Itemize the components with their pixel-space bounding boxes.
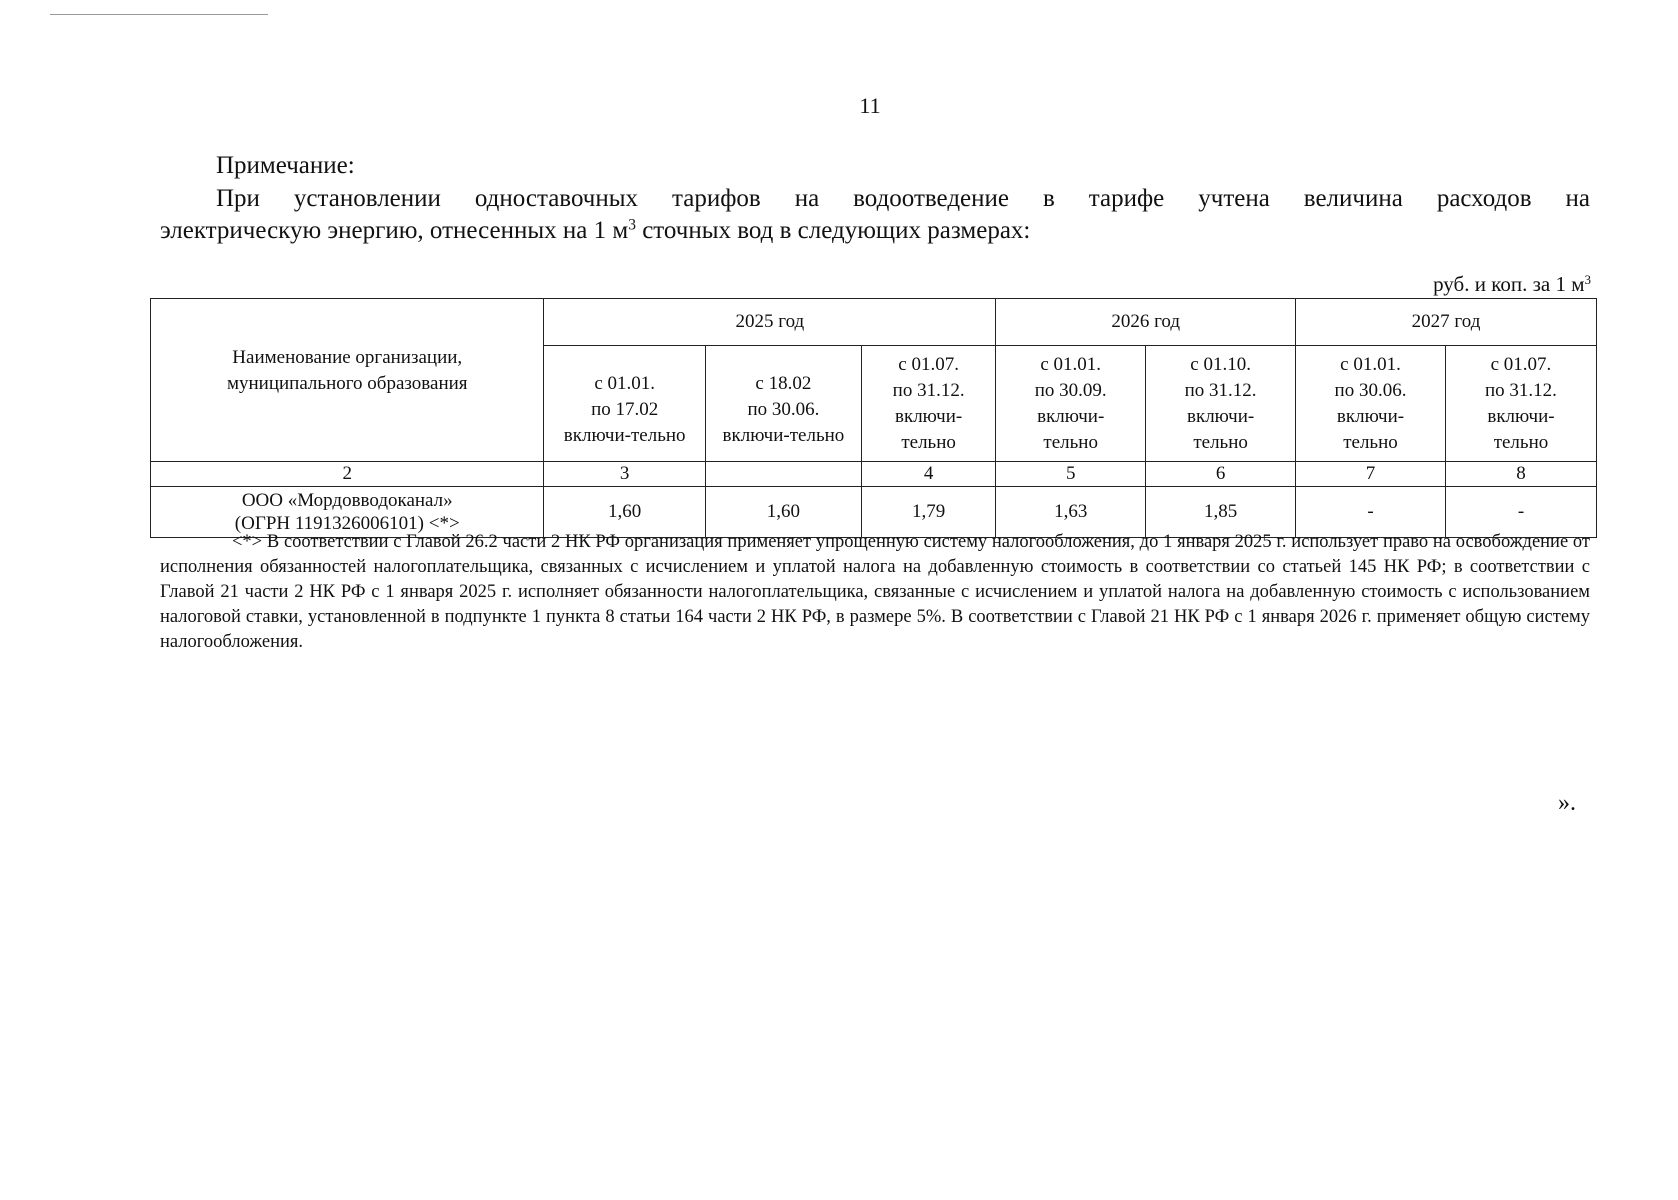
org-header-cell — [151, 299, 544, 462]
org-ogrn: (ОГРН 1191326006101) <*> — [234, 513, 460, 534]
org-header-line-2: муниципального образования — [226, 373, 468, 394]
period-line: тельно — [1193, 431, 1248, 453]
tariff-value: 1,79 — [861, 487, 995, 538]
closing-quote: ». — [1558, 790, 1576, 816]
period-line: тельно — [1043, 431, 1098, 453]
note-title: Примечание: — [216, 152, 355, 179]
note-line-2-end: сточных вод в следующих размерах: — [635, 217, 1031, 244]
period-line: по 31.12. — [1485, 379, 1557, 401]
column-number-row — [151, 462, 1597, 487]
units-text: руб. и коп. за 1 м — [1433, 272, 1585, 296]
period-line: тельно — [1343, 431, 1398, 453]
period-line: по 30.06. — [747, 398, 820, 420]
org-header-line-1: Наименование организации, — [232, 347, 463, 368]
period-header-1 — [544, 346, 705, 462]
year-header-2026: 2026 год — [996, 299, 1296, 346]
tariff-value: - — [1296, 487, 1446, 538]
units-label — [1380, 272, 1591, 297]
org-name: ООО «Мордовводоканал» — [241, 490, 453, 511]
period-line: включи- — [1487, 405, 1555, 427]
column-number: 4 — [861, 462, 995, 487]
column-number: 2 — [151, 462, 544, 487]
period-line: включи- — [895, 405, 963, 427]
period-header-7 — [1445, 346, 1596, 462]
period-header-5 — [1146, 346, 1296, 462]
column-number — [705, 462, 861, 487]
period-line: включи- — [1037, 405, 1105, 427]
period-line: с 01.01. — [1040, 353, 1102, 375]
period-line: включи- — [1187, 405, 1255, 427]
period-line: по 30.09. — [1034, 379, 1107, 401]
period-line: с 18.02 — [755, 372, 812, 394]
tariff-value: - — [1445, 487, 1596, 538]
tariff-value: 1,85 — [1146, 487, 1296, 538]
period-line: включи-тельно — [563, 424, 686, 446]
note-line-2 — [160, 217, 1030, 244]
tariff-value: 1,63 — [996, 487, 1146, 538]
units-superscript: 3 — [1584, 271, 1591, 287]
tariff-value: 1,60 — [544, 487, 705, 538]
period-line: с 01.07. — [1490, 353, 1552, 375]
year-header-2025: 2025 год — [544, 299, 996, 346]
column-number: 8 — [1445, 462, 1596, 487]
period-header-2 — [705, 346, 861, 462]
period-line: с 01.07. — [898, 353, 959, 375]
column-number: 7 — [1296, 462, 1446, 487]
period-line: по 31.12. — [1184, 379, 1257, 401]
period-line: по 31.12. — [892, 379, 965, 401]
period-header-3 — [861, 346, 995, 462]
header-row-years — [151, 299, 1597, 346]
tariff-value: 1,60 — [705, 487, 861, 538]
note-line-1: При установлении одноставочных тарифов на водоотведение в тарифе учтена величина расходов на — [216, 185, 1590, 212]
period-header-4 — [996, 346, 1146, 462]
column-number: 6 — [1146, 462, 1296, 487]
scan-edge-line — [50, 14, 268, 15]
note-paragraph — [160, 183, 1590, 247]
column-number: 3 — [544, 462, 705, 487]
period-line: по 30.06. — [1334, 379, 1407, 401]
tariff-table — [150, 298, 1597, 538]
year-header-2027: 2027 год — [1296, 299, 1597, 346]
period-line: с 01.01. — [1340, 353, 1401, 375]
page-number: 11 — [859, 93, 881, 118]
period-line: с 01.10. — [1190, 353, 1251, 375]
period-line: тельно — [901, 431, 956, 453]
period-line: включи- — [1336, 405, 1405, 427]
note-line-2-start: электрическую энергию, отнесенных на 1 м — [160, 217, 629, 244]
note-superscript: 3 — [628, 216, 636, 234]
period-line: с 01.01. — [594, 372, 655, 394]
period-line: включи-тельно — [722, 424, 845, 446]
footnote: <*> В соответствии с Главой 26.2 части 2 НК РФ организация применяет упрощенную систему налогообложения, до 1 января 2025 г. использует право на освобождение от исполнения обязанностей налогоплательщика, связанных с исчислением и уплатой налога на добавленную стоимость в соответствии со статьей 145 НК РФ; в соответствии с Главой 21 части 2 НК РФ с 1 января 2025 г. исполняет обязанности налогоплательщика, связанные с исчислением и уплатой налога на добавленную стоимость с использованием налоговой ставки, установленной в подпункте 1 пункта 8 статьи 164 части 2 НК РФ, в размере 5%. В соответствии с Главой 21 НК РФ с 1 января 2026 г. применяет общую систему налогообложения. — [160, 532, 1590, 652]
column-number: 5 — [996, 462, 1146, 487]
period-header-6 — [1296, 346, 1446, 462]
period-line: по 17.02 — [591, 398, 659, 420]
period-line: тельно — [1493, 431, 1549, 453]
